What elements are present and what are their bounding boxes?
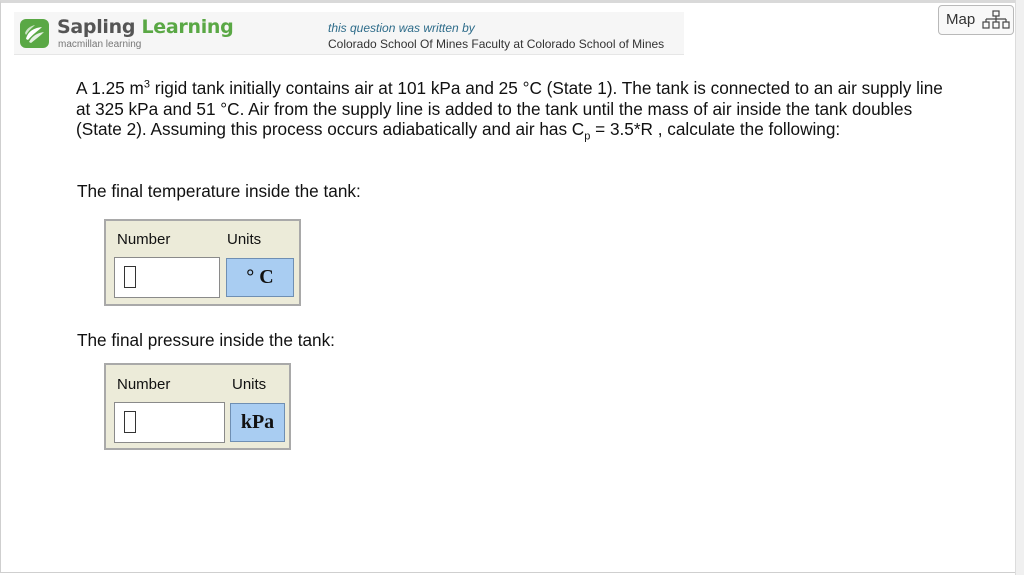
part2-number-input[interactable] — [114, 402, 225, 443]
hierarchy-map-icon — [982, 10, 1010, 30]
map-button-label: Map — [946, 11, 976, 28]
part1-answer-box — [104, 219, 301, 306]
text-cursor — [124, 411, 136, 433]
part1-number-input[interactable] — [114, 257, 220, 298]
text-cursor — [124, 266, 136, 288]
part1-units-select[interactable]: ° C — [226, 258, 294, 297]
part2-units-select[interactable]: kPa — [230, 403, 285, 442]
part1-number-header: Number — [117, 231, 171, 248]
part2-units-header: Units — [232, 376, 267, 393]
part2-answer-box — [104, 363, 291, 450]
sapling-logo-icon — [20, 19, 49, 48]
brand-subtitle: macmillan learning — [58, 39, 142, 50]
author-credit-name: Colorado School Of Mines Faculty at Colorado School of Mines — [328, 37, 665, 51]
part2-prompt: The final pressure inside the tank: — [77, 330, 335, 350]
header-banner — [14, 12, 684, 55]
brand-name: Sapling Learning — [57, 16, 234, 38]
part1-units-header: Units — [227, 231, 262, 248]
question-text: A 1.25 $m^3$ rigid tank initially contains air at 101 kPa and 25 °C (State 1). The tank is connected to an air supply line at 325 kPa and 51 °C. Air from the supply line is added to the tank until the mass of air inside the tank doubles (State 2). Assuming this process occurs adiabatically and air has $C_p = 3.5*R$ , calculate the following: — [76, 78, 943, 143]
part1-prompt: The final temperature inside the tank: — [77, 181, 361, 201]
map-button[interactable] — [938, 5, 1014, 35]
scrollbar[interactable] — [1015, 0, 1024, 575]
part2-number-header: Number — [117, 376, 171, 393]
author-credit-label: this question was written by — [328, 21, 475, 35]
